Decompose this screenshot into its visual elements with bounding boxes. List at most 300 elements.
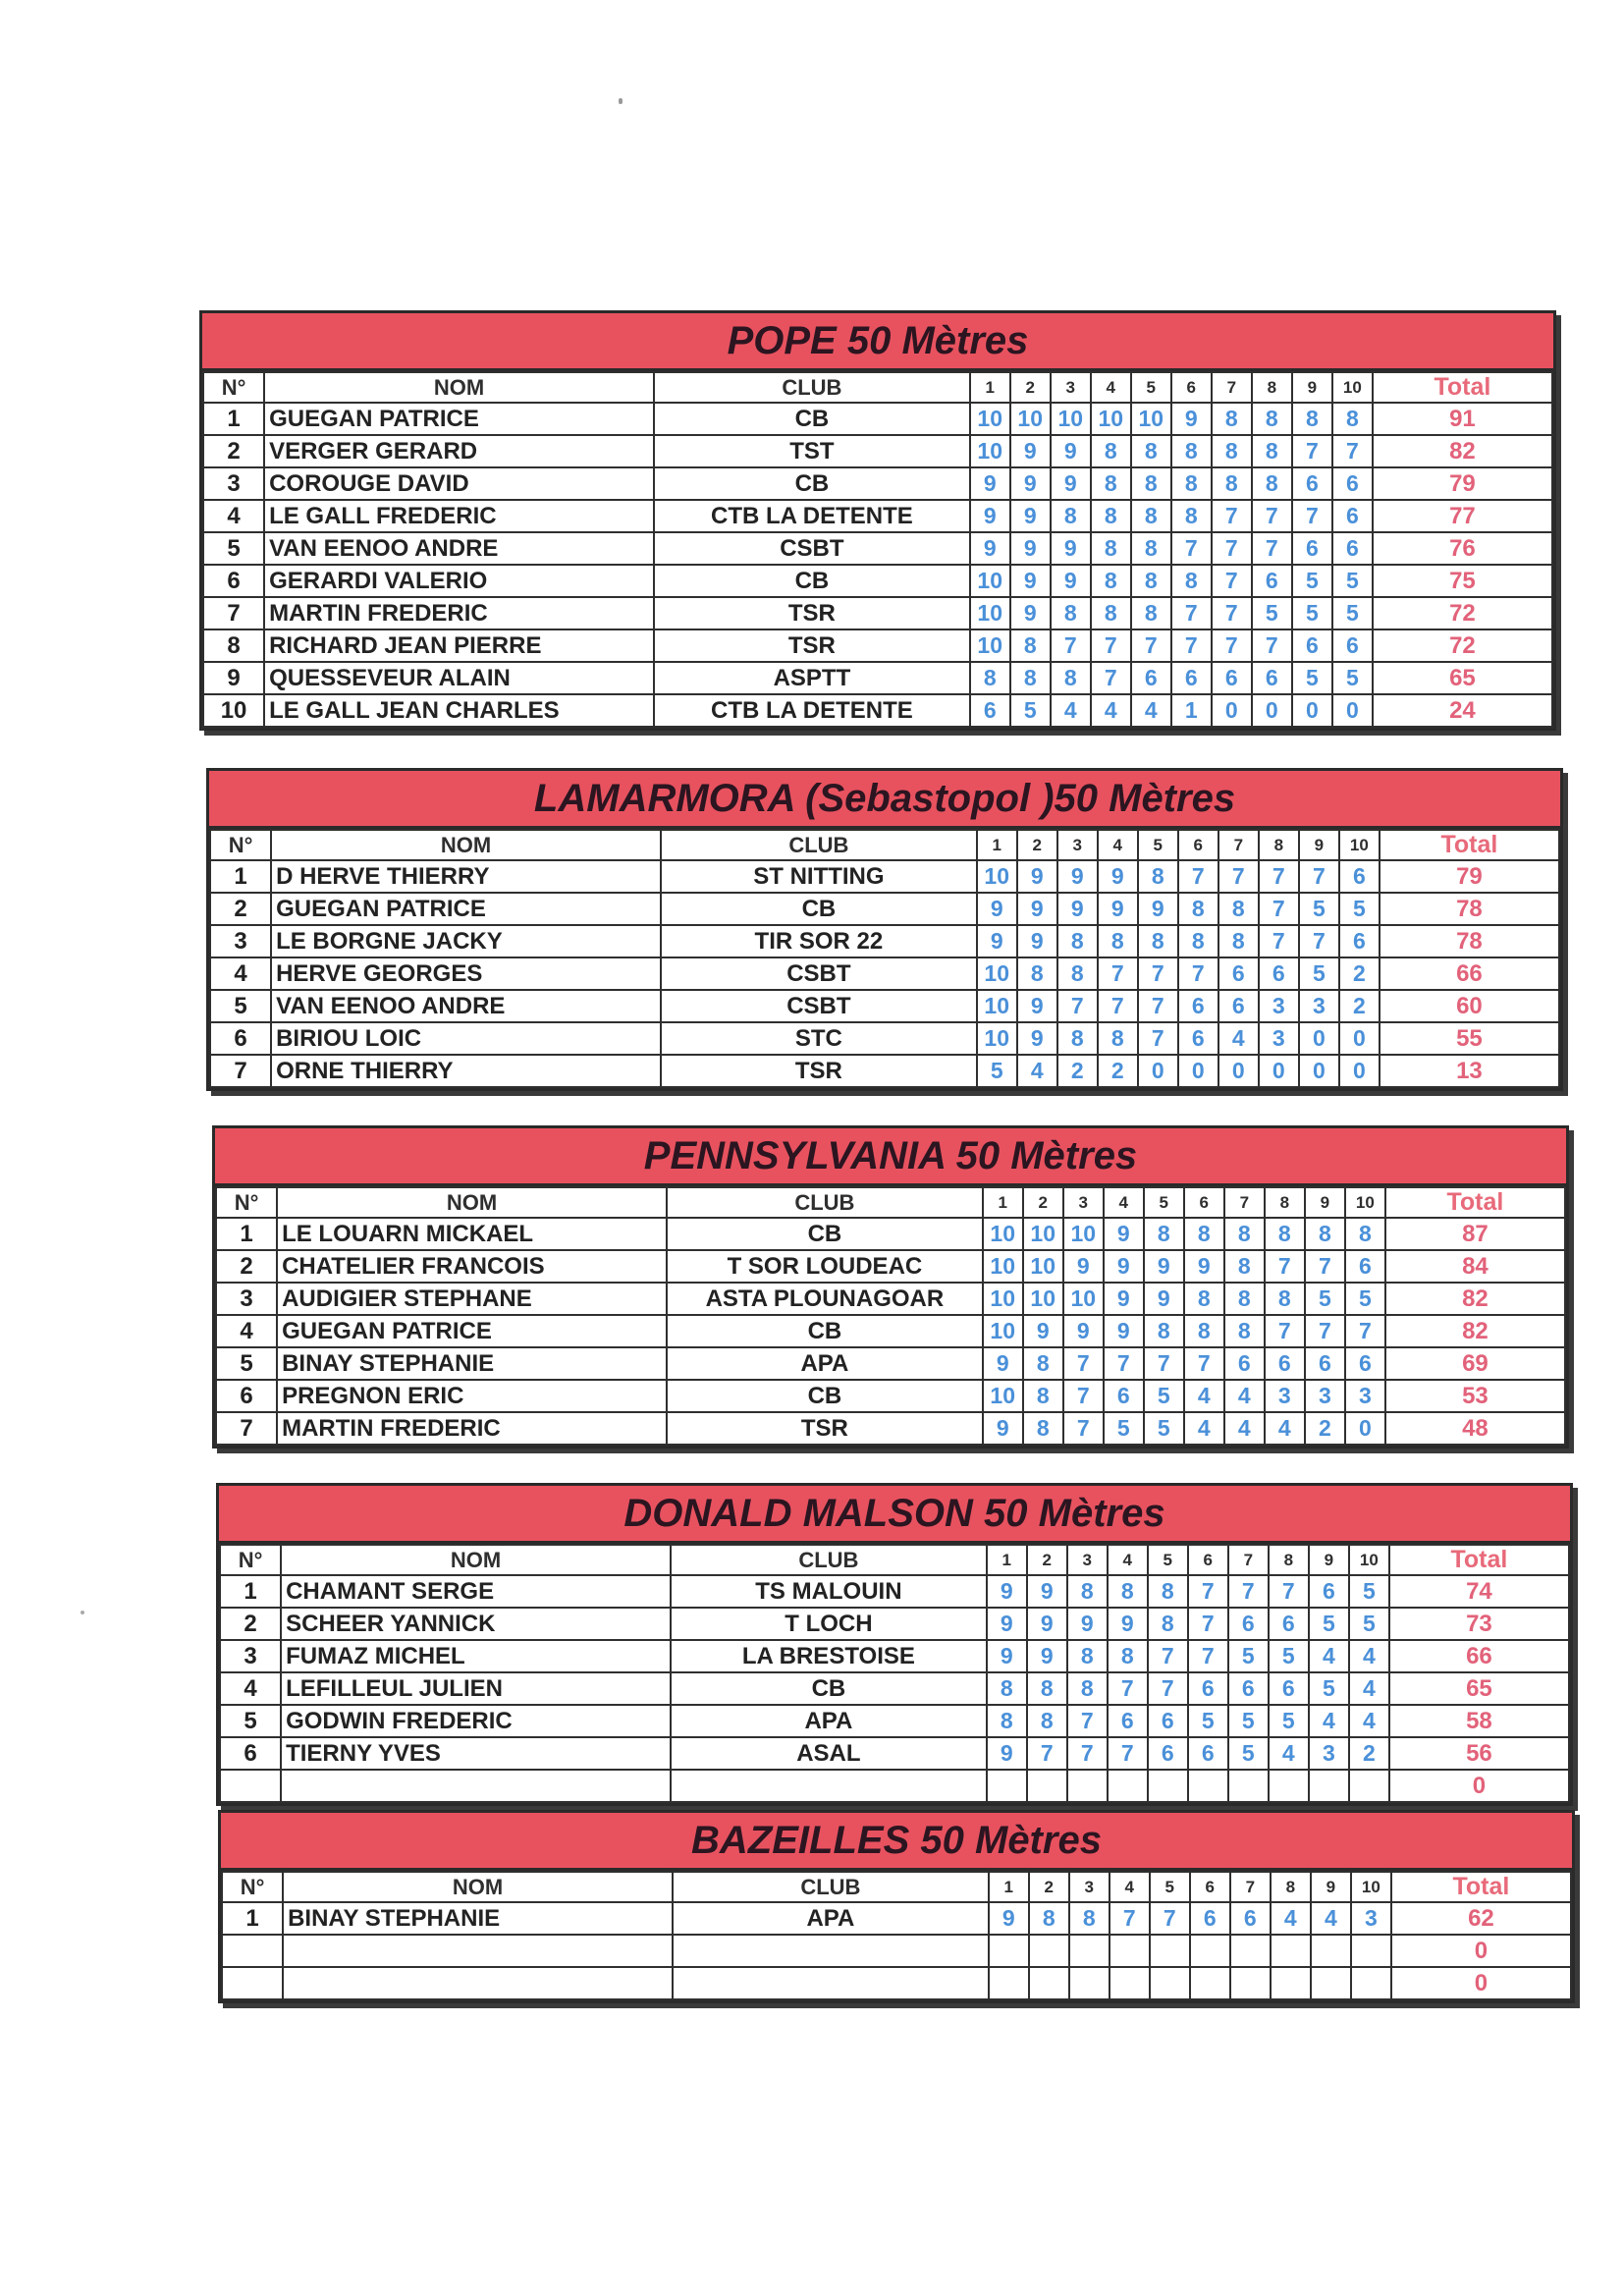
- shot-score-cell: 8: [1131, 467, 1171, 500]
- shot-score-cell: 8: [1108, 1640, 1148, 1672]
- rank-cell: [222, 1967, 283, 1999]
- shot-score-cell: 6: [1332, 532, 1373, 565]
- shot-score-cell: 5: [1292, 597, 1332, 629]
- shot-score-cell: 4: [1309, 1640, 1349, 1672]
- header-num: N°: [220, 1545, 281, 1575]
- shot-score-cell: 4: [1311, 1902, 1351, 1935]
- shot-score-cell: [1190, 1935, 1230, 1967]
- shot-score-cell: [1029, 1967, 1069, 1999]
- header-row: [222, 1872, 1571, 1902]
- shot-score-cell: 8: [1010, 629, 1051, 662]
- shot-score-cell: [1351, 1935, 1391, 1967]
- club-cell: ASPTT: [654, 662, 970, 694]
- shot-score-cell: 6: [1345, 1347, 1385, 1380]
- shot-score-cell: 9: [1057, 893, 1098, 925]
- shot-score-cell: 8: [1224, 1250, 1265, 1283]
- club-cell: APA: [667, 1347, 983, 1380]
- shot-score-cell: 0: [1345, 1412, 1385, 1445]
- shooter-name-cell: LE GALL JEAN CHARLES: [264, 694, 654, 727]
- rank-cell: 5: [216, 1347, 277, 1380]
- total-cell: 77: [1373, 500, 1552, 532]
- shot-score-cell: 6: [1269, 1608, 1309, 1640]
- table-row: [220, 1737, 1569, 1770]
- shot-score-cell: 5: [1269, 1705, 1309, 1737]
- header-shot-1: 1: [987, 1545, 1027, 1575]
- shot-score-cell: 10: [983, 1218, 1023, 1250]
- shot-score-cell: 7: [1212, 532, 1252, 565]
- shot-score-cell: 8: [1027, 1705, 1067, 1737]
- shot-score-cell: 6: [1108, 1705, 1148, 1737]
- shot-score-cell: 5: [1299, 957, 1339, 990]
- shot-score-cell: 4: [1309, 1705, 1349, 1737]
- shot-score-cell: 5: [1104, 1412, 1144, 1445]
- rank-cell: 7: [203, 597, 264, 629]
- shooter-name-cell: RICHARD JEAN PIERRE: [264, 629, 654, 662]
- shot-score-cell: 8: [987, 1705, 1027, 1737]
- shot-score-cell: 5: [1299, 893, 1339, 925]
- club-cell: TIR SOR 22: [661, 925, 977, 957]
- table-row: [210, 1022, 1559, 1055]
- total-cell: 0: [1389, 1770, 1569, 1802]
- shooter-name-cell: GUEGAN PATRICE: [264, 403, 654, 435]
- shot-score-cell: 10: [983, 1283, 1023, 1315]
- shot-score-cell: 1: [1171, 694, 1212, 727]
- shooter-name-cell: D HERVE THIERRY: [271, 860, 661, 893]
- shot-score-cell: 9: [970, 467, 1010, 500]
- shot-score-cell: 8: [1091, 532, 1131, 565]
- shot-score-cell: 8: [970, 662, 1010, 694]
- shot-score-cell: 5: [1144, 1412, 1184, 1445]
- shot-score-cell: 8: [1067, 1575, 1108, 1608]
- shot-score-cell: 9: [970, 500, 1010, 532]
- shot-score-cell: 6: [1292, 532, 1332, 565]
- shot-score-cell: 8: [1051, 500, 1091, 532]
- shot-score-cell: 7: [1178, 860, 1218, 893]
- club-cell: T LOCH: [671, 1608, 987, 1640]
- shot-score-cell: [1027, 1770, 1067, 1802]
- shot-score-cell: 8: [1265, 1283, 1305, 1315]
- shot-score-cell: 0: [1218, 1055, 1259, 1087]
- shot-score-cell: 7: [1150, 1902, 1190, 1935]
- table-row: [203, 662, 1552, 694]
- club-cell: ST NITTING: [661, 860, 977, 893]
- shot-score-cell: 7: [1051, 629, 1091, 662]
- table-row: [203, 403, 1552, 435]
- rank-cell: 5: [203, 532, 264, 565]
- shot-score-cell: 8: [1144, 1218, 1184, 1250]
- shot-score-cell: 4: [1184, 1412, 1224, 1445]
- header-shot-9: 9: [1299, 830, 1339, 860]
- club-cell: APA: [671, 1705, 987, 1737]
- shot-score-cell: 7: [1212, 597, 1252, 629]
- shot-score-cell: 6: [1212, 662, 1252, 694]
- shot-score-cell: 7: [1299, 860, 1339, 893]
- shot-score-cell: 3: [1305, 1380, 1345, 1412]
- shot-score-cell: 9: [1098, 860, 1138, 893]
- header-total: Total: [1391, 1872, 1571, 1902]
- shot-score-cell: 0: [1252, 694, 1292, 727]
- shot-score-cell: 7: [1171, 629, 1212, 662]
- shot-score-cell: 9: [1010, 467, 1051, 500]
- header-shot-3: 3: [1057, 830, 1098, 860]
- total-cell: 0: [1391, 1935, 1571, 1967]
- shooter-name-cell: GERARDI VALERIO: [264, 565, 654, 597]
- header-shot-1: 1: [977, 830, 1017, 860]
- shot-score-cell: 7: [1188, 1640, 1228, 1672]
- shot-score-cell: [1311, 1967, 1351, 1999]
- rank-cell: 2: [216, 1250, 277, 1283]
- shooter-name-cell: AUDIGIER STEPHANE: [277, 1283, 667, 1315]
- shooter-name-cell: TIERNY YVES: [281, 1737, 671, 1770]
- shot-score-cell: [1349, 1770, 1389, 1802]
- shooter-name-cell: VAN EENOO ANDRE: [271, 990, 661, 1022]
- shot-score-cell: 10: [983, 1380, 1023, 1412]
- shooter-name-cell: MARTIN FREDERIC: [277, 1412, 667, 1445]
- header-shot-6: 6: [1171, 372, 1212, 403]
- shot-score-cell: 5: [1144, 1380, 1184, 1412]
- shot-score-cell: [1190, 1967, 1230, 1999]
- total-cell: 65: [1373, 662, 1552, 694]
- results-section: [206, 768, 1563, 1091]
- header-shot-8: 8: [1271, 1872, 1311, 1902]
- shot-score-cell: 10: [983, 1250, 1023, 1283]
- shot-score-cell: 9: [1010, 435, 1051, 467]
- shot-score-cell: 6: [1228, 1672, 1269, 1705]
- header-total: Total: [1385, 1187, 1565, 1218]
- shot-score-cell: 8: [1252, 403, 1292, 435]
- shot-score-cell: 5: [1305, 1283, 1345, 1315]
- total-cell: 24: [1373, 694, 1552, 727]
- shot-score-cell: 9: [1098, 893, 1138, 925]
- header-shot-10: 10: [1339, 830, 1380, 860]
- shot-score-cell: 8: [1138, 925, 1178, 957]
- shot-score-cell: 0: [1332, 694, 1373, 727]
- shot-score-cell: 8: [1091, 500, 1131, 532]
- header-shot-4: 4: [1108, 1545, 1148, 1575]
- club-cell: CB: [654, 565, 970, 597]
- header-shot-9: 9: [1305, 1187, 1345, 1218]
- shot-score-cell: 7: [1212, 565, 1252, 597]
- shot-score-cell: 9: [1051, 435, 1091, 467]
- shot-score-cell: 8: [1218, 925, 1259, 957]
- shot-score-cell: [1150, 1967, 1190, 1999]
- rank-cell: 3: [203, 467, 264, 500]
- club-cell: T SOR LOUDEAC: [667, 1250, 983, 1283]
- shot-score-cell: 9: [1144, 1250, 1184, 1283]
- shot-score-cell: [1029, 1935, 1069, 1967]
- shot-score-cell: 8: [1292, 403, 1332, 435]
- header-total: Total: [1389, 1545, 1569, 1575]
- total-cell: 69: [1385, 1347, 1565, 1380]
- shot-score-cell: 9: [983, 1412, 1023, 1445]
- shot-score-cell: 6: [1309, 1575, 1349, 1608]
- shot-score-cell: 9: [1051, 565, 1091, 597]
- shot-score-cell: 8: [1178, 925, 1218, 957]
- rank-cell: 6: [220, 1737, 281, 1770]
- header-shot-2: 2: [1023, 1187, 1063, 1218]
- club-cell: [673, 1935, 989, 1967]
- shot-score-cell: 9: [1017, 1022, 1057, 1055]
- shot-score-cell: 9: [989, 1902, 1029, 1935]
- shot-score-cell: 4: [1349, 1672, 1389, 1705]
- shot-score-cell: 0: [1178, 1055, 1218, 1087]
- shot-score-cell: [1148, 1770, 1188, 1802]
- shot-score-cell: 3: [1345, 1380, 1385, 1412]
- table-row: [222, 1967, 1571, 1999]
- shot-score-cell: 8: [1057, 1022, 1098, 1055]
- total-cell: 75: [1373, 565, 1552, 597]
- table-row: [216, 1315, 1565, 1347]
- shooter-name-cell: GODWIN FREDERIC: [281, 1705, 671, 1737]
- shot-score-cell: 7: [1292, 500, 1332, 532]
- section-title: POPE 50 Mètres: [202, 313, 1553, 371]
- shot-score-cell: 7: [1178, 957, 1218, 990]
- shot-score-cell: 10: [1010, 403, 1051, 435]
- shot-score-cell: 10: [970, 597, 1010, 629]
- header-club: CLUB: [654, 372, 970, 403]
- shot-score-cell: 8: [1131, 500, 1171, 532]
- header-shot-6: 6: [1178, 830, 1218, 860]
- total-cell: 87: [1385, 1218, 1565, 1250]
- shot-score-cell: [1188, 1770, 1228, 1802]
- shot-score-cell: 7: [1252, 500, 1292, 532]
- shot-score-cell: 4: [1349, 1705, 1389, 1737]
- shot-score-cell: 7: [1063, 1412, 1104, 1445]
- shooter-name-cell: LEFILLEUL JULIEN: [281, 1672, 671, 1705]
- rank-cell: 2: [210, 893, 271, 925]
- shot-score-cell: 10: [983, 1315, 1023, 1347]
- shot-score-cell: 8: [1171, 500, 1212, 532]
- shooter-name-cell: [281, 1770, 671, 1802]
- header-num: N°: [216, 1187, 277, 1218]
- shot-score-cell: 9: [1017, 893, 1057, 925]
- shot-score-cell: 2: [1339, 990, 1380, 1022]
- table-row: [210, 860, 1559, 893]
- shot-score-cell: 7: [1171, 532, 1212, 565]
- club-cell: TSR: [667, 1412, 983, 1445]
- header-shot-7: 7: [1212, 372, 1252, 403]
- shot-score-cell: 9: [1108, 1608, 1148, 1640]
- header-club: CLUB: [667, 1187, 983, 1218]
- results-section: [199, 310, 1556, 731]
- club-cell: CB: [667, 1315, 983, 1347]
- header-name: NOM: [271, 830, 661, 860]
- shot-score-cell: 9: [970, 532, 1010, 565]
- shot-score-cell: 9: [977, 893, 1017, 925]
- shot-score-cell: 6: [1188, 1737, 1228, 1770]
- shot-score-cell: 8: [1131, 565, 1171, 597]
- shooter-name-cell: CHAMANT SERGE: [281, 1575, 671, 1608]
- shot-score-cell: 7: [1098, 990, 1138, 1022]
- header-shot-6: 6: [1184, 1187, 1224, 1218]
- header-shot-5: 5: [1148, 1545, 1188, 1575]
- club-cell: TS MALOUIN: [671, 1575, 987, 1608]
- shot-score-cell: 6: [1131, 662, 1171, 694]
- rank-cell: [220, 1770, 281, 1802]
- header-shot-8: 8: [1265, 1187, 1305, 1218]
- shot-score-cell: 7: [1063, 1347, 1104, 1380]
- total-cell: 58: [1389, 1705, 1569, 1737]
- table-row: [216, 1347, 1565, 1380]
- section-title: PENNSYLVANIA 50 Mètres: [215, 1128, 1566, 1186]
- shooter-name-cell: CHATELIER FRANCOIS: [277, 1250, 667, 1283]
- shot-score-cell: 9: [1051, 467, 1091, 500]
- shot-score-cell: 2: [1349, 1737, 1389, 1770]
- shot-score-cell: [989, 1967, 1029, 1999]
- shot-score-cell: 10: [970, 565, 1010, 597]
- header-row: [203, 372, 1552, 403]
- shot-score-cell: 0: [1212, 694, 1252, 727]
- shot-score-cell: 7: [1148, 1672, 1188, 1705]
- shot-score-cell: 6: [1188, 1672, 1228, 1705]
- table-row: [203, 467, 1552, 500]
- shot-score-cell: 8: [1098, 925, 1138, 957]
- total-cell: 78: [1380, 925, 1559, 957]
- shot-score-cell: 10: [1091, 403, 1131, 435]
- results-table: [202, 371, 1553, 728]
- table-row: [220, 1705, 1569, 1737]
- header-name: NOM: [283, 1872, 673, 1902]
- shot-score-cell: 6: [1332, 467, 1373, 500]
- club-cell: CB: [667, 1218, 983, 1250]
- shot-score-cell: 9: [1010, 532, 1051, 565]
- shot-score-cell: 8: [1010, 662, 1051, 694]
- total-cell: 84: [1385, 1250, 1565, 1283]
- shot-score-cell: 7: [1188, 1575, 1228, 1608]
- shot-score-cell: 3: [1265, 1380, 1305, 1412]
- shot-score-cell: 6: [1104, 1380, 1144, 1412]
- table-row: [216, 1250, 1565, 1283]
- shot-score-cell: 9: [1063, 1315, 1104, 1347]
- shot-score-cell: [1271, 1935, 1311, 1967]
- shot-score-cell: 8: [1131, 532, 1171, 565]
- rank-cell: 1: [210, 860, 271, 893]
- shot-score-cell: 6: [1259, 957, 1299, 990]
- shot-score-cell: 9: [1184, 1250, 1224, 1283]
- shooter-name-cell: BIRIOU LOIC: [271, 1022, 661, 1055]
- club-cell: TSR: [661, 1055, 977, 1087]
- shot-score-cell: 10: [977, 1022, 1017, 1055]
- shot-score-cell: 5: [1010, 694, 1051, 727]
- shot-score-cell: 8: [1091, 565, 1131, 597]
- shot-score-cell: 7: [1269, 1575, 1309, 1608]
- header-shot-10: 10: [1349, 1545, 1389, 1575]
- shot-score-cell: 4: [1131, 694, 1171, 727]
- header-shot-2: 2: [1029, 1872, 1069, 1902]
- shot-score-cell: 9: [987, 1608, 1027, 1640]
- shot-score-cell: 8: [1131, 435, 1171, 467]
- shot-score-cell: 8: [1067, 1672, 1108, 1705]
- shot-score-cell: [1228, 1770, 1269, 1802]
- shot-score-cell: 8: [1057, 925, 1098, 957]
- shot-score-cell: 4: [1349, 1640, 1389, 1672]
- shot-score-cell: 7: [1138, 957, 1178, 990]
- shooter-name-cell: COROUGE DAVID: [264, 467, 654, 500]
- shooter-name-cell: VERGER GERARD: [264, 435, 654, 467]
- shot-score-cell: 9: [977, 925, 1017, 957]
- shot-score-cell: 8: [1029, 1902, 1069, 1935]
- table-row: [210, 925, 1559, 957]
- shot-score-cell: 4: [1271, 1902, 1311, 1935]
- shot-score-cell: 4: [1224, 1380, 1265, 1412]
- club-cell: CB: [667, 1380, 983, 1412]
- header-name: NOM: [281, 1545, 671, 1575]
- club-cell: TSR: [654, 629, 970, 662]
- shot-score-cell: 9: [1138, 893, 1178, 925]
- header-num: N°: [203, 372, 264, 403]
- shot-score-cell: 9: [1027, 1575, 1067, 1608]
- header-shot-5: 5: [1131, 372, 1171, 403]
- rank-cell: 1: [220, 1575, 281, 1608]
- shot-score-cell: 8: [1252, 435, 1292, 467]
- shot-score-cell: 6: [1332, 629, 1373, 662]
- shot-score-cell: 3: [1259, 1022, 1299, 1055]
- shooter-name-cell: [283, 1967, 673, 1999]
- total-cell: 72: [1373, 597, 1552, 629]
- shot-score-cell: 8: [1091, 435, 1131, 467]
- shot-score-cell: 6: [1252, 662, 1292, 694]
- shot-score-cell: 9: [1063, 1250, 1104, 1283]
- shot-score-cell: 6: [1345, 1250, 1385, 1283]
- shot-score-cell: [1110, 1935, 1150, 1967]
- shot-score-cell: 5: [1188, 1705, 1228, 1737]
- shot-score-cell: 6: [1305, 1347, 1345, 1380]
- shot-score-cell: 8: [1332, 403, 1373, 435]
- shot-score-cell: 5: [977, 1055, 1017, 1087]
- club-cell: CB: [654, 403, 970, 435]
- shot-score-cell: 5: [1332, 597, 1373, 629]
- total-cell: 73: [1389, 1608, 1569, 1640]
- table-row: [220, 1608, 1569, 1640]
- shot-score-cell: 9: [1023, 1315, 1063, 1347]
- shot-score-cell: 9: [987, 1575, 1027, 1608]
- shot-score-cell: 8: [1057, 957, 1098, 990]
- club-cell: ASAL: [671, 1737, 987, 1770]
- shot-score-cell: 5: [1309, 1608, 1349, 1640]
- shooter-name-cell: GUEGAN PATRICE: [271, 893, 661, 925]
- header-shot-7: 7: [1228, 1545, 1269, 1575]
- shot-score-cell: 7: [1252, 532, 1292, 565]
- shooter-name-cell: GUEGAN PATRICE: [277, 1315, 667, 1347]
- shot-score-cell: 7: [1057, 990, 1098, 1022]
- rank-cell: 4: [216, 1315, 277, 1347]
- shot-score-cell: 7: [1332, 435, 1373, 467]
- total-cell: 55: [1380, 1022, 1559, 1055]
- shot-score-cell: 9: [1027, 1640, 1067, 1672]
- shot-score-cell: 9: [1104, 1218, 1144, 1250]
- shot-score-cell: 6: [1265, 1347, 1305, 1380]
- shot-score-cell: 8: [1184, 1315, 1224, 1347]
- header-shot-3: 3: [1069, 1872, 1110, 1902]
- shot-score-cell: 5: [1292, 662, 1332, 694]
- header-shot-2: 2: [1027, 1545, 1067, 1575]
- table-row: [203, 435, 1552, 467]
- total-cell: 79: [1373, 467, 1552, 500]
- shot-score-cell: 9: [1017, 925, 1057, 957]
- shot-score-cell: 6: [1332, 500, 1373, 532]
- shot-score-cell: [1230, 1935, 1271, 1967]
- rank-cell: 1: [203, 403, 264, 435]
- results-section: [212, 1125, 1569, 1449]
- shot-score-cell: 6: [1224, 1347, 1265, 1380]
- shot-score-cell: 8: [1345, 1218, 1385, 1250]
- club-cell: CB: [671, 1672, 987, 1705]
- shot-score-cell: 4: [1184, 1380, 1224, 1412]
- club-cell: TST: [654, 435, 970, 467]
- total-cell: 60: [1380, 990, 1559, 1022]
- total-cell: 82: [1373, 435, 1552, 467]
- shot-score-cell: 8: [1224, 1315, 1265, 1347]
